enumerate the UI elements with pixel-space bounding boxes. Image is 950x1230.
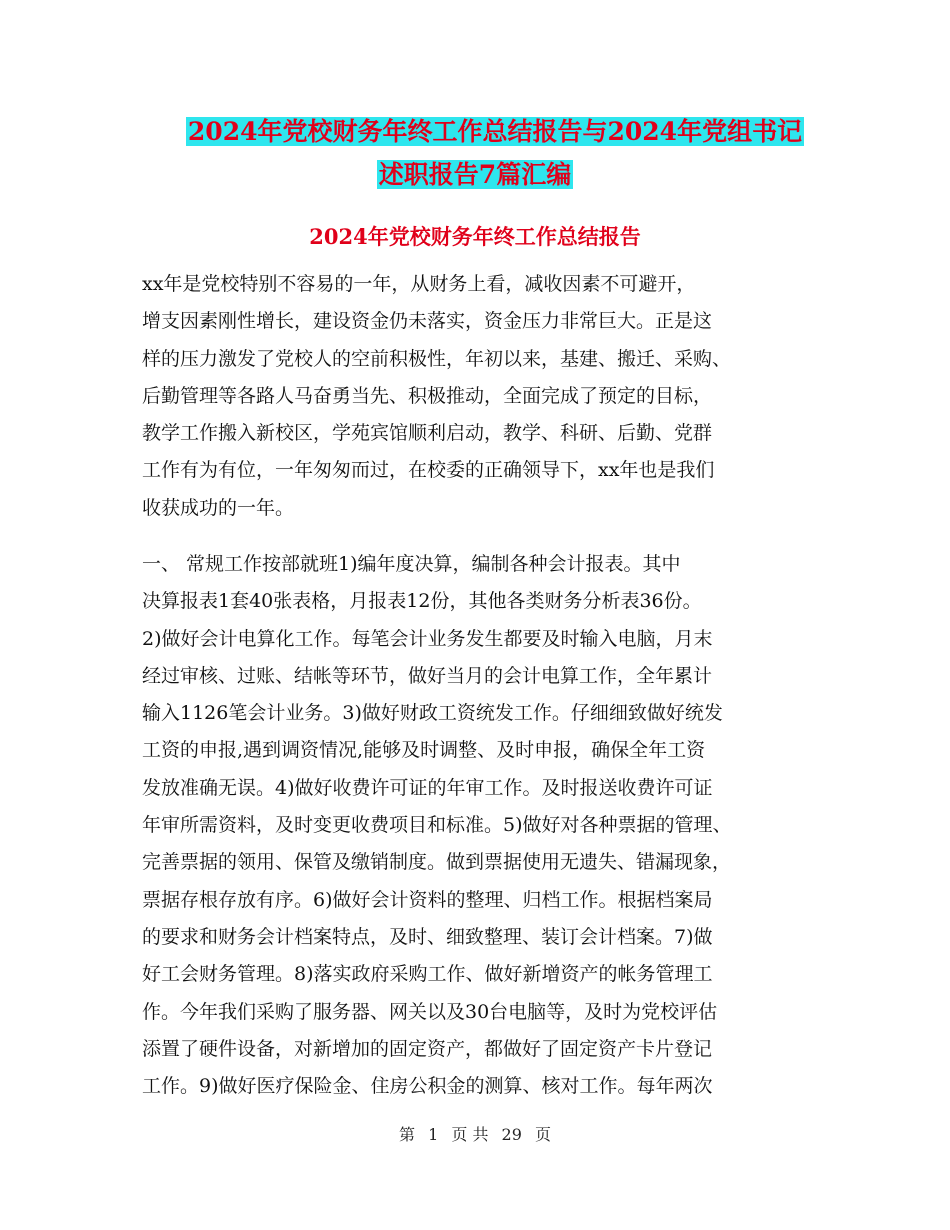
paragraph-line: 输入1126笔会计业务。3)做好财政工资统发工作。仔细细致做好统发 (142, 702, 723, 725)
paragraph-line: 一、 常规工作按部就班1)编年度决算，编制各种会计报表。其中 (142, 553, 681, 575)
paragraph-line: 工作。9)做好医疗保险金、住房公积金的测算、核对工作。每年两次 (142, 1075, 713, 1098)
paragraph-line: 收获成功的一年。 (142, 496, 295, 519)
paragraph-line: 样的压力激发了党校人的空前积极性，年初以来，基建、搬迁、采购、 (142, 347, 732, 370)
paragraph-line: 票据存根存放有序。6)做好会计资料的整理、归档工作。根据档案局 (142, 888, 713, 911)
paragraph-line: 年审所需资料，及时变更收费项目和标准。5)做好对各种票据的管理、 (142, 814, 732, 837)
document-title-line-2 (0, 155, 950, 195)
document-title-text-1: 2024年党校财务年终工作总结报告与2024年党组书记 (187, 117, 803, 146)
document-title-text-2: 述职报告7篇汇编 (378, 160, 572, 189)
paragraph-line: 添置了硬件设备，对新增加的固定资产，都做好了固定资产卡片登记 (142, 1037, 713, 1060)
paragraph-line: 2)做好会计电算化工作。每笔会计业务发生都要及时输入电脑，月末 (142, 627, 713, 650)
footer-middle: 页 共 (451, 1125, 489, 1144)
page-footer (0, 1122, 950, 1148)
footer-prefix: 第 (398, 1125, 415, 1144)
footer-suffix: 页 (535, 1125, 552, 1144)
paragraph-line: 工资的申报,遇到调资情况,能够及时调整、及时申报，确保全年工资 (142, 739, 706, 762)
paragraph-line: 后勤管理等各路人马奋勇当先、积极推动，全面完成了预定的目标， (142, 384, 713, 407)
paragraph-line: 的要求和财务会计档案特点，及时、细致整理、装订会计档案。7)做 (142, 925, 713, 948)
footer-total-pages: 29 (501, 1125, 522, 1144)
paragraph-2 (142, 546, 812, 1105)
paragraph-line: 教学工作搬入新校区，学苑宾馆顺利启动，教学、科研、后勤、党群 (142, 422, 713, 445)
paragraph-1 (142, 266, 812, 527)
paragraph-line: 好工会财务管理。8)落实政府采购工作、做好新增资产的帐务管理工 (142, 963, 713, 986)
paragraph-line: 增支因素刚性增长，建设资金仍未落实，资金压力非常巨大。正是这 (142, 310, 713, 333)
paragraph-line: 经过审核、过账、结帐等环节，做好当月的会计电算工作，全年累计 (142, 664, 713, 687)
paragraph-line: 作。今年我们采购了服务器、网关以及30台电脑等，及时为党校评估 (142, 1000, 718, 1023)
paragraph-line: 决算报表1套40张表格，月报表12份，其他各类财务分析表36份。 (142, 590, 702, 613)
paragraph-line: 工作有为有位，一年匆匆而过，在校委的正确领导下，xx年也是我们 (142, 459, 715, 482)
document-title-line-1 (20, 112, 950, 152)
footer-current-page: 1 (428, 1125, 439, 1144)
paragraph-line: 完善票据的领用、保管及缴销制度。做到票据使用无遗失、错漏现象， (142, 851, 732, 874)
paragraph-line: xx年是党校特别不容易的一年，从财务上看，减收因素不可避开， (142, 273, 696, 295)
paragraph-line: 发放准确无误。4)做好收费许可证的年审工作。及时报送收费许可证 (142, 776, 713, 799)
section-heading: 2024年党校财务年终工作总结报告 (309, 224, 641, 249)
